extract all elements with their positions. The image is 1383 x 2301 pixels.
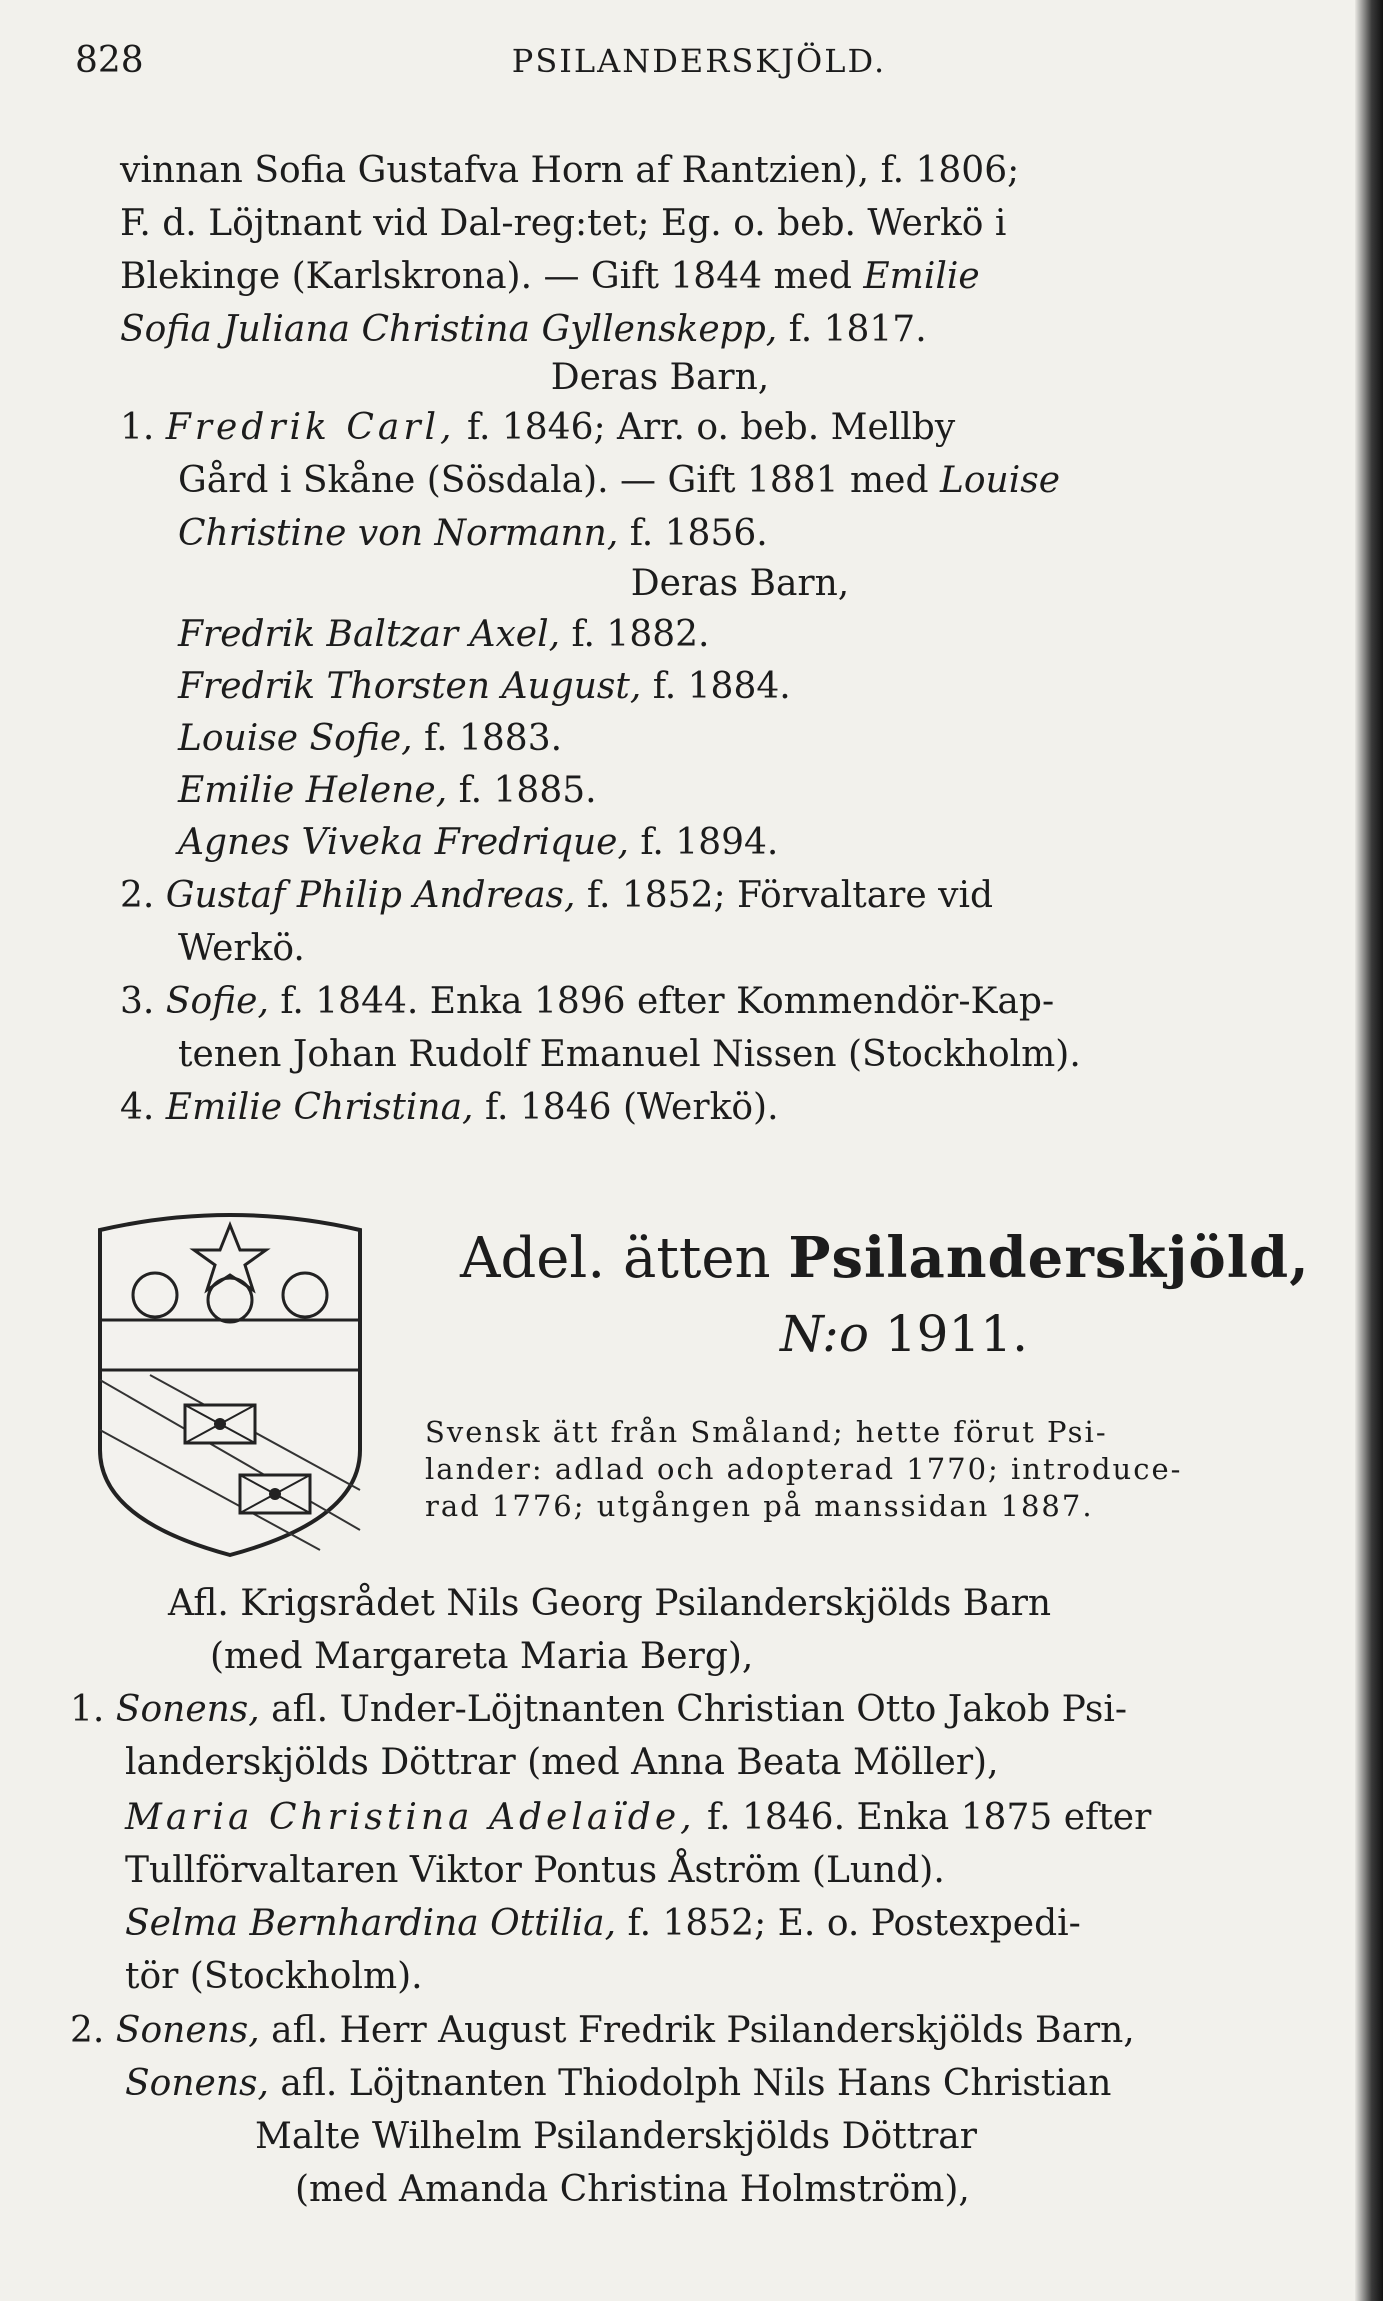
text-line: Sonens, afl. Löjtnanten Thiodolph Nils Hans Christian: [125, 2063, 1112, 2104]
text-line: vinnan Sofia Gustafva Horn af Rantzien), f. 1806;: [120, 150, 1020, 191]
family-title: Adel. ätten Psilanderskjöld,: [460, 1225, 1310, 1291]
section-heading: Deras Barn,: [550, 357, 770, 398]
family-number: N:o 1911.: [780, 1305, 1028, 1363]
text-line: 4. Emilie Christina, f. 1846 (Werkö).: [120, 1087, 779, 1128]
text-line: (med Margareta Maria Berg),: [210, 1636, 754, 1677]
text-line: 1. Sonens, afl. Under-Löjtnanten Christian Otto Jakob Psi-: [70, 1689, 1128, 1730]
text-line: Werkö.: [178, 928, 305, 969]
family-description: rad 1776; utgången på manssidan 1887.: [425, 1489, 1094, 1523]
text-line: Afl. Krigsrådet Nils Georg Psilanderskjölds Barn: [168, 1583, 1052, 1624]
page-number: 828: [75, 40, 144, 81]
text-line: 2. Sonens, afl. Herr August Fredrik Psilanderskjölds Barn,: [70, 2010, 1135, 2051]
text-line: Sofia Juliana Christina Gyllenskepp, f. 1817.: [120, 309, 927, 350]
text-line: Agnes Viveka Fredrique, f. 1894.: [178, 822, 779, 863]
text-line: Tullförvaltaren Viktor Pontus Åström (Lund).: [125, 1850, 945, 1891]
running-title: PSILANDERSKJÖLD.: [511, 42, 887, 80]
text-line: Louise Sofie, f. 1883.: [178, 718, 563, 759]
text-line: Selma Bernhardina Ottilia, f. 1852; E. o. Postexpedi-: [125, 1903, 1081, 1944]
text-line: Maria Christina Adelaïde, f. 1846. Enka 1875 efter: [125, 1797, 1152, 1838]
family-description: lander: adlad och adopterad 1770; introduce-: [425, 1452, 1183, 1486]
text-line: 3. Sofie, f. 1844. Enka 1896 efter Kommendör-Kap-: [120, 981, 1055, 1022]
family-description: Svensk ätt från Småland; hette förut Psi-: [425, 1415, 1108, 1449]
text-line: Fredrik Baltzar Axel, f. 1882.: [178, 614, 710, 655]
text-line: F. d. Löjtnant vid Dal-reg:tet; Eg. o. beb. Werkö i: [120, 203, 1007, 244]
section-heading: Deras Barn,: [630, 563, 850, 604]
text-line: Emilie Helene, f. 1885.: [178, 770, 597, 811]
text-line: Fredrik Thorsten August, f. 1884.: [178, 666, 791, 707]
coat-of-arms-icon: [90, 1200, 370, 1560]
text-line: (med Amanda Christina Holmström),: [295, 2169, 970, 2210]
text-line: Christine von Normann, f. 1856.: [178, 513, 768, 554]
page-header: [75, 40, 1323, 84]
text-line: tenen Johan Rudolf Emanuel Nissen (Stockholm).: [178, 1034, 1081, 1075]
text-line: 2. Gustaf Philip Andreas, f. 1852; Förvaltare vid: [120, 875, 994, 916]
page-edge-shadow: [1355, 0, 1383, 2301]
text-line: tör (Stockholm).: [125, 1956, 423, 1997]
text-line: landerskjölds Döttrar (med Anna Beata Möller),: [125, 1742, 999, 1783]
text-line: Malte Wilhelm Psilanderskjölds Döttrar: [255, 2116, 977, 2157]
text-line: Gård i Skåne (Sösdala). — Gift 1881 med Louise: [178, 460, 1061, 501]
text-line: Blekinge (Karlskrona). — Gift 1844 med Emilie: [120, 256, 980, 297]
text-line: 1. Fredrik Carl, f. 1846; Arr. o. beb. Mellby: [120, 407, 956, 448]
